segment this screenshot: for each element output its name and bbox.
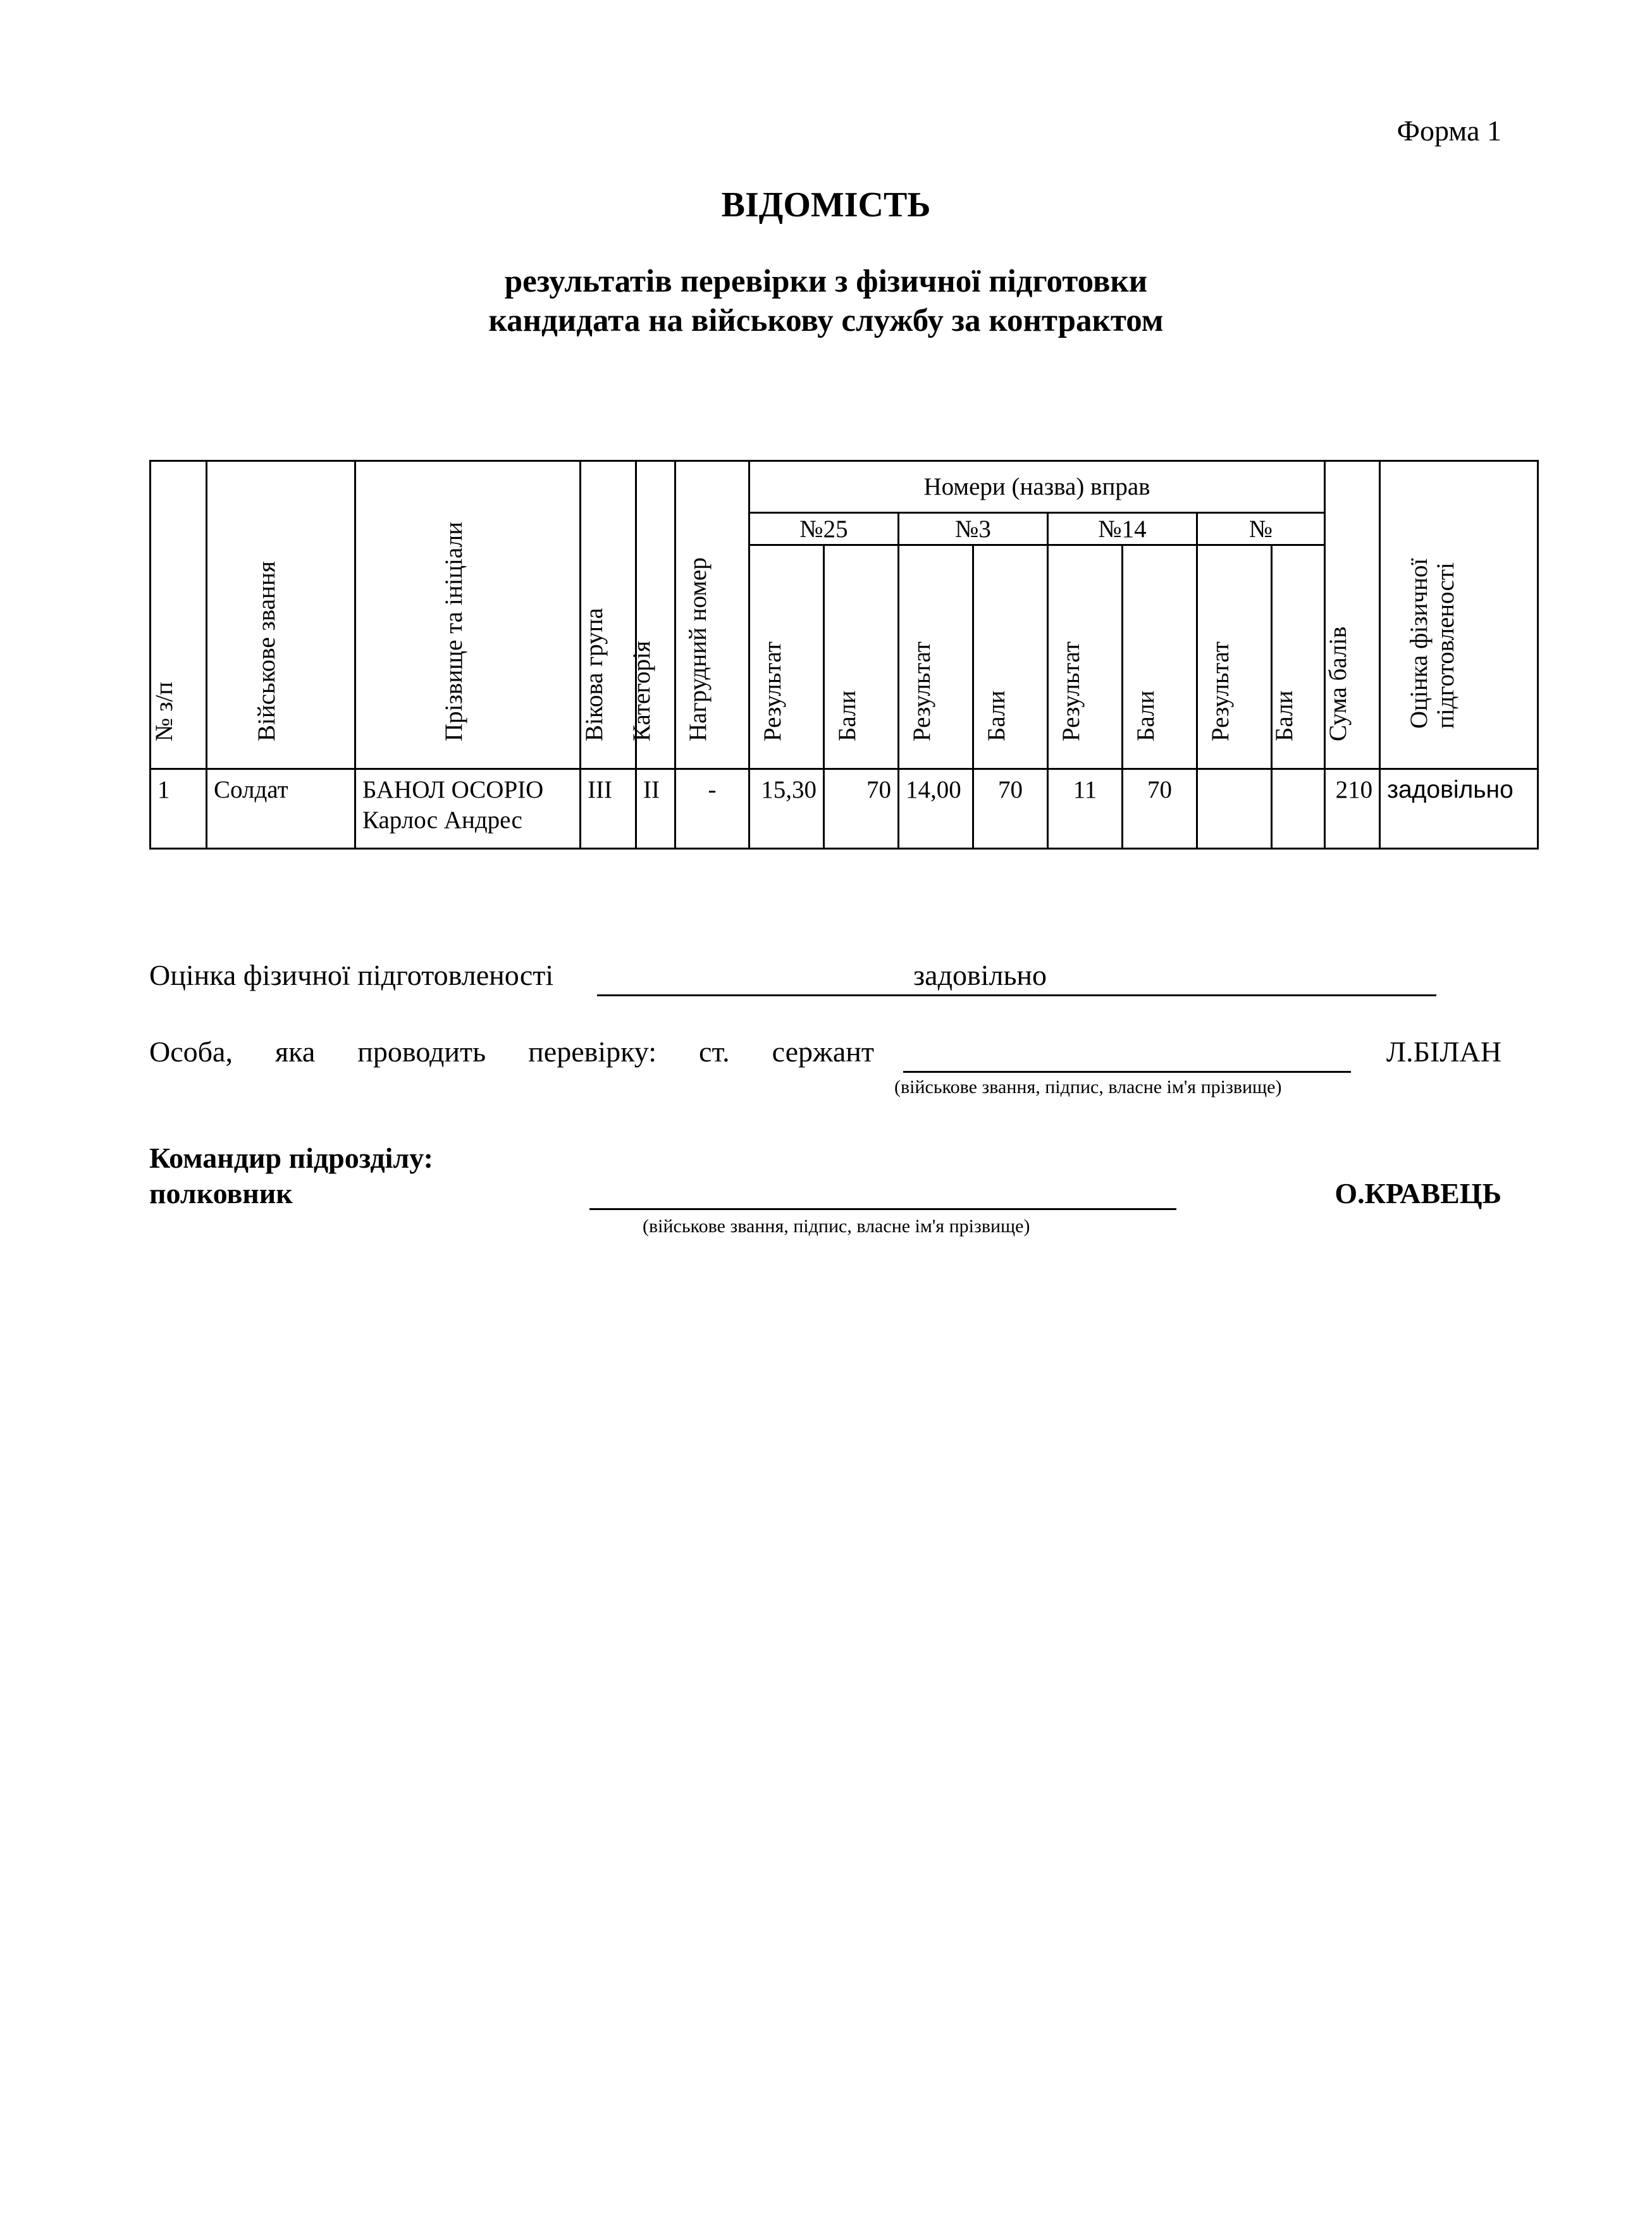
header-exercise-2: №3	[899, 513, 1048, 545]
examiner-label: Особа, яка проводить перевірку: ст. сержант	[149, 1035, 874, 1068]
examiner-name: Л.БІЛАН	[1386, 1035, 1501, 1068]
header-exercise-3: №14	[1048, 513, 1197, 545]
header-category: Категорія	[636, 461, 675, 769]
header-name: Прізвище та ініціали	[355, 461, 581, 769]
header-ex2-points: Бали	[973, 545, 1048, 769]
header-grade	[1380, 461, 1538, 769]
assessment-label: Оцінка фізичної підготовленості	[149, 959, 554, 991]
header-sum: Сума балів	[1325, 461, 1380, 769]
header-exercise-4: №	[1197, 513, 1325, 545]
commander-signature-caption: (військове звання, підпис, власне ім'я прізвище)	[643, 1216, 1030, 1237]
commander-label: Командир підрозділу:	[149, 1142, 433, 1174]
subtitle-line-2: кандидата на військову службу за контрактом	[488, 303, 1164, 338]
cell-grade: задовільно	[1380, 769, 1538, 849]
examiner-signature-caption: (військове звання, підпис, власне ім'я прізвище)	[894, 1077, 1282, 1097]
cell-badge: -	[675, 769, 749, 849]
header-age-group: Вікова група	[581, 461, 636, 769]
header-exercise-1: №25	[749, 513, 899, 545]
cell-name-line-2: Карлос Андрес	[362, 807, 522, 834]
header-ex3-result: Результат	[1048, 545, 1123, 769]
header-ex1-points: Бали	[824, 545, 899, 769]
header-ex3-points: Бали	[1123, 545, 1197, 769]
subtitle-line-1: результатів перевірки з фізичної підготовки	[504, 264, 1148, 299]
cell-name-line-1: БАНОЛ ОСОРІО	[362, 776, 544, 803]
examiner-signature-line	[903, 1071, 1351, 1073]
header-ex4-result: Результат	[1197, 545, 1272, 769]
cell-ex4-result	[1197, 769, 1272, 849]
cell-ex1-points: 70	[824, 769, 899, 849]
document-subtitle	[0, 262, 1652, 340]
cell-ex4-points	[1272, 769, 1325, 849]
cell-ex2-result: 14,00	[899, 769, 973, 849]
header-badge: Нагрудний номер	[675, 461, 749, 769]
commander-rank: полковник	[149, 1177, 293, 1209]
table-row	[151, 769, 1538, 849]
header-rank: Військове звання	[207, 461, 355, 769]
cell-sum: 210	[1325, 769, 1380, 849]
cell-ex1-result: 15,30	[749, 769, 824, 849]
header-ex2-result: Результат	[899, 545, 973, 769]
assessment-value: задовільно	[913, 959, 1047, 991]
header-ex1-result: Результат	[749, 545, 824, 769]
commander-name: О.КРАВЕЦЬ	[1335, 1177, 1501, 1209]
document-title: ВІДОМІСТЬ	[721, 185, 931, 225]
cell-ex2-points: 70	[973, 769, 1048, 849]
header-grade-text: Оцінка фізичної підготовленості	[1405, 558, 1459, 729]
cell-rank: Солдат	[207, 769, 355, 849]
cell-name	[355, 769, 581, 849]
results-table	[149, 460, 1539, 850]
header-exercises: Номери (назва) вправ	[749, 461, 1325, 513]
cell-ex3-points: 70	[1123, 769, 1197, 849]
cell-category: ІІ	[636, 769, 675, 849]
assessment-underline	[597, 994, 1436, 996]
cell-num: 1	[151, 769, 207, 849]
header-ex4-points: Бали	[1272, 545, 1325, 769]
cell-ex3-result: 11	[1048, 769, 1123, 849]
cell-age-group: ІІІ	[581, 769, 636, 849]
header-num: № з/п	[151, 461, 207, 769]
commander-signature-line	[589, 1208, 1176, 1210]
form-label: Форма 1	[1396, 114, 1501, 147]
